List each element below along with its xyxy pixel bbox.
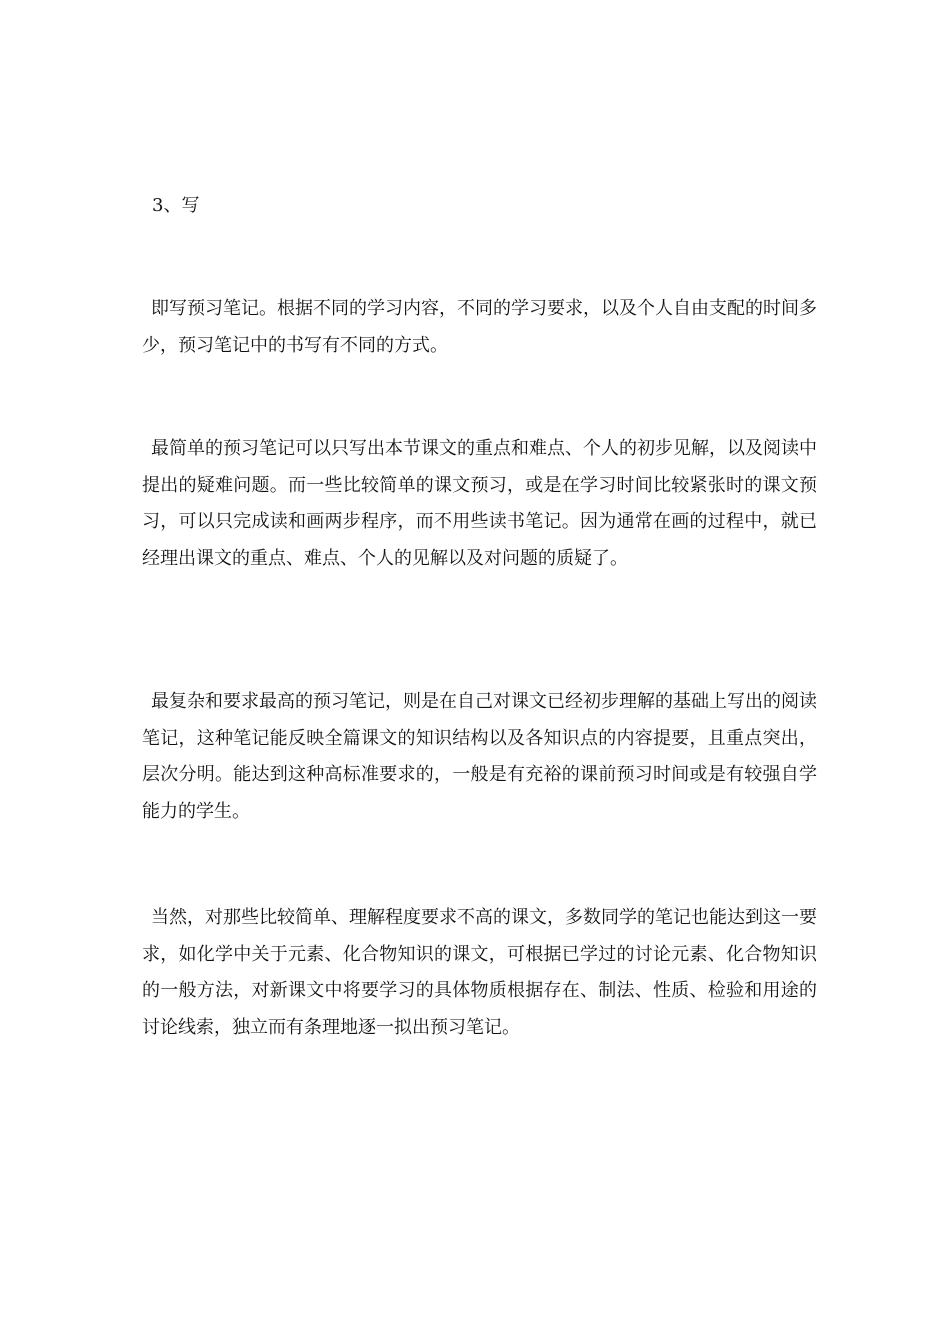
paragraph-4: 当然，对那些比较简单、理解程度要求不高的课文，多数同学的笔记也能达到这一要求，如化学中关于元素、化合物知识的课文，可根据已学过的讨论元素、化合物知识的一般方法，对新课文中将要学习的具体物质根据存在、制法、性质、检验和用途的讨论线索，独立而有条理地逐一拟出预习笔记。 bbox=[142, 907, 817, 1038]
paragraph-1: 即写预习笔记。根据不同的学习内容，不同的学习要求，以及个人自由支配的时间多少，预习笔记中的书写有不同的方式。 bbox=[142, 298, 817, 356]
section-heading: 3、写 bbox=[152, 195, 200, 216]
paragraph-3: 最复杂和要求最高的预习笔记，则是在自己对课文已经初步理解的基础上写出的阅读笔记，这种笔记能反映全篇课文的知识结构以及各知识点的内容提要，且重点突出，层次分明。能达到这种高标准要求的，一般是有充裕的课前预习时间或是有较强自学能力的学生。 bbox=[142, 691, 817, 822]
paragraph-2: 最简单的预习笔记可以只写出本节课文的重点和难点、个人的初步见解，以及阅读中提出的疑难问题。而一些比较简单的课文预习，或是在学习时间比较紧张时的课文预习，可以只完成读和画两步程序，而不用些读书笔记。因为通常在画的过程中，就已经理出课文的重点、难点、个人的见解以及对问题的质疑了。 bbox=[142, 438, 817, 569]
